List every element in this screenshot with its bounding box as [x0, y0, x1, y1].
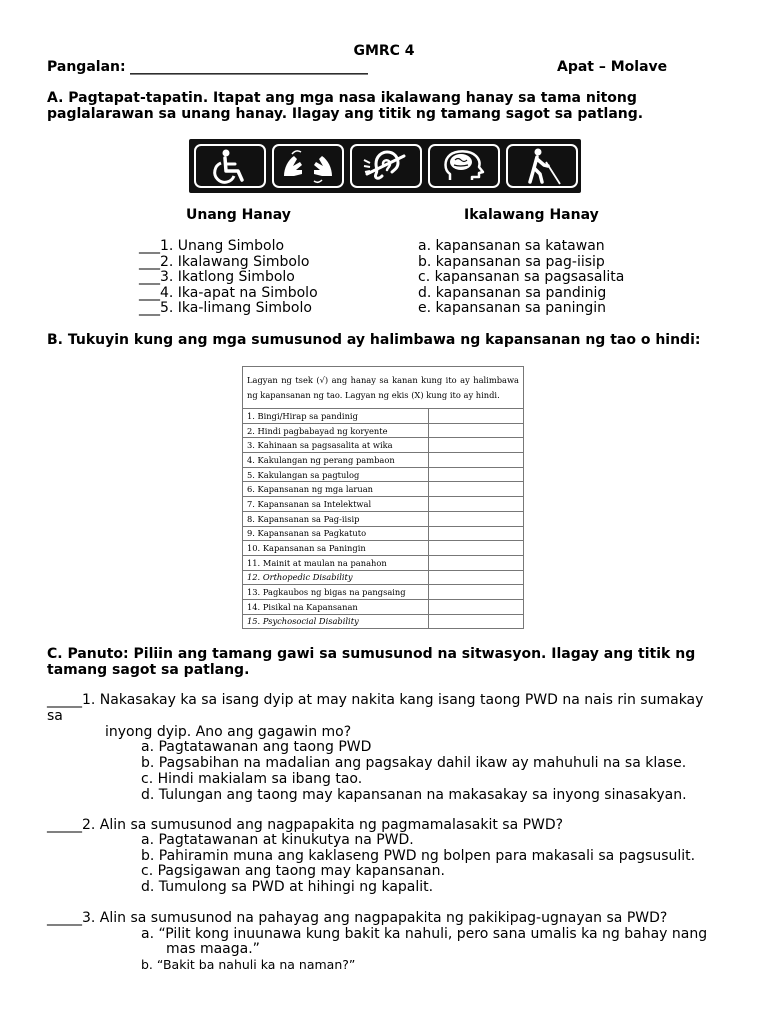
table-row	[243, 511, 524, 526]
table-row	[243, 599, 524, 614]
answer-cell[interactable]	[429, 599, 524, 614]
table-row	[243, 497, 524, 512]
part-a-instruction-1: A. Pagtapat-tapatin. Itapat ang mga nasa ikalawang hanay sa tama nitong	[47, 90, 637, 106]
table-row	[243, 438, 524, 453]
table-item: 5. Kakulangan sa pagtulog	[243, 467, 429, 482]
answer-cell[interactable]	[429, 526, 524, 541]
option-item[interactable]: a. Pagtatawanan ang taong PWD	[141, 739, 372, 755]
table-row	[243, 526, 524, 541]
table-instruction: Lagyan ng tsek (√) ang hanay sa kanan kung ito ay halimbawa ng kapansanan ng tao. Lagyan ng ekis (X) kung ito ay hindi.	[243, 367, 524, 409]
option-item[interactable]: d. Tumulong sa PWD at hihingi ng kapalit.	[141, 878, 434, 895]
question-2-line-1: _____2. Alin sa sumusunod ang nagpapakita ng pagmamalasakit sa PWD?	[47, 817, 564, 833]
answer-cell[interactable]	[429, 482, 524, 497]
column-1-item: ___4. Ika-apat na Simbolo	[139, 284, 318, 301]
disability-symbols-strip	[189, 139, 581, 193]
column-1-item: ___2. Ikalawang Simbolo	[139, 253, 310, 270]
answer-cell[interactable]	[429, 409, 524, 424]
table-row	[243, 585, 524, 600]
option-item-continuation: mas maaga.”	[166, 941, 260, 957]
column-1-item: ___5. Ika-limang Simbolo	[139, 300, 312, 317]
question-2-options	[141, 833, 695, 895]
question-3-line-1: _____3. Alin sa sumusunod na pahayag ang nagpapakita ng pakikipag-ugnayan sa PWD?	[47, 910, 668, 926]
section-label: Apat – Molave	[557, 59, 668, 75]
table-item: 3. Kahinaan sa pagsasalita at wika	[243, 438, 429, 453]
table-item: 6. Kapansanan ng mga laruan	[243, 482, 429, 497]
table-item: 9. Kapansanan sa Pagkatuto	[243, 526, 429, 541]
question-1-line-1: _____1. Nakasakay ka sa isang dyip at may nakita kang isang taong PWD na nais rin sumakay	[47, 692, 704, 708]
option-item[interactable]: b. “Bakit ba nahuli ka na naman?”	[141, 957, 356, 972]
table-item: 10. Kapansanan sa Paningin	[243, 541, 429, 556]
question-1-line-2: sa	[47, 708, 63, 724]
name-label: Pangalan:	[47, 59, 126, 75]
table-item: 12. Orthopedic Disability	[243, 570, 429, 585]
table-item: 4. Kakulangan ng perang pambaon	[243, 453, 429, 468]
answer-cell[interactable]	[429, 614, 524, 629]
disability-checklist-table	[242, 366, 524, 629]
table-row	[243, 409, 524, 424]
answer-cell[interactable]	[429, 453, 524, 468]
table-item: 8. Kapansanan sa Pag-iisip	[243, 511, 429, 526]
column-2-item: b. kapansanan sa pag-iisip	[418, 253, 605, 270]
answer-cell[interactable]	[429, 555, 524, 570]
table-item: 7. Kapansanan sa Intelektwal	[243, 497, 429, 512]
table-item: 2. Hindi pagbabayad ng koryente	[243, 423, 429, 438]
table-row	[243, 423, 524, 438]
column-1-list	[139, 239, 318, 317]
column-2-item: a. kapansanan sa katawan	[418, 238, 605, 254]
column-1-item: ___3. Ikatlong Simbolo	[139, 269, 295, 286]
answer-cell[interactable]	[429, 541, 524, 556]
option-item[interactable]: b. Pahiramin muna ang kaklaseng PWD ng bolpen para makasali sa pagsusulit.	[141, 847, 696, 864]
part-a-instruction-2: paglalarawan sa unang hanay. Ilagay ang titik ng tamang sagot sa patlang.	[47, 106, 644, 122]
table-item: 11. Mainit at maulan na panahon	[243, 555, 429, 570]
column-1-title: Unang Hanay	[186, 207, 291, 223]
page-title: GMRC 4	[353, 43, 415, 59]
table-row	[243, 453, 524, 468]
wheelchair-icon	[194, 144, 266, 188]
table-item: 13. Pagkaubos ng bigas na pangsaing	[243, 585, 429, 600]
table-row	[243, 614, 524, 629]
part-c-instruction-2: tamang sagot sa patlang.	[47, 662, 250, 678]
answer-cell[interactable]	[429, 438, 524, 453]
part-b-instruction: B. Tukuyin kung ang mga sumusunod ay halimbawa ng kapansanan ng tao o hindi:	[47, 332, 701, 348]
column-2-title: Ikalawang Hanay	[464, 207, 599, 223]
column-1-item: ___1. Unang Simbolo	[139, 238, 285, 254]
table-row	[243, 555, 524, 570]
column-2-item: e. kapansanan sa paningin	[418, 300, 607, 317]
column-2-item: d. kapansanan sa pandinig	[418, 284, 607, 301]
table-row	[243, 467, 524, 482]
table-row	[243, 482, 524, 497]
option-item[interactable]: a. “Pilit kong inuunawa kung bakit ka nahuli, pero sana umalis ka ng bahay nang	[141, 926, 708, 942]
answer-cell[interactable]	[429, 511, 524, 526]
option-item[interactable]: b. Pagsabihan na madalian ang pagsakay dahil ikaw ay mahuhuli na sa klase.	[141, 755, 687, 771]
option-item[interactable]: c. Hindi makialam sa ibang tao.	[141, 771, 363, 787]
table-item: 15. Psychosocial Disability	[243, 614, 429, 629]
answer-cell[interactable]	[429, 497, 524, 512]
answer-cell[interactable]	[429, 467, 524, 482]
sign-language-icon	[272, 144, 344, 188]
answer-cell[interactable]	[429, 570, 524, 585]
brain-head-icon	[428, 144, 500, 188]
table-row	[243, 541, 524, 556]
answer-cell[interactable]	[429, 585, 524, 600]
option-item[interactable]: a. Pagtatawanan at kinukutya na PWD.	[141, 832, 414, 848]
column-2-list	[418, 239, 624, 317]
column-2-item: c. kapansanan sa pagsasalita	[418, 269, 625, 286]
hearing-impaired-icon	[350, 144, 422, 188]
table-item: 14. Pisikal na Kapansanan	[243, 599, 429, 614]
table-row	[243, 570, 524, 585]
option-item[interactable]: d. Tulungan ang taong may kapansanan na makasakay sa inyong sinasakyan.	[141, 787, 687, 803]
part-c-instruction-1: C. Panuto: Piliin ang tamang gawi sa sumusunod na sitwasyon. Ilagay ang titik ng	[47, 646, 696, 662]
answer-cell[interactable]	[429, 423, 524, 438]
table-item: 1. Bingi/Hirap sa pandinig	[243, 409, 429, 424]
question-1-line-3: inyong dyip. Ano ang gagawin mo?	[105, 724, 352, 740]
name-field[interactable]: __________________________________	[130, 59, 368, 75]
option-item[interactable]: c. Pagsigawan ang taong may kapansanan.	[141, 863, 445, 880]
blind-person-cane-icon	[506, 144, 578, 188]
question-1-options	[141, 739, 687, 803]
